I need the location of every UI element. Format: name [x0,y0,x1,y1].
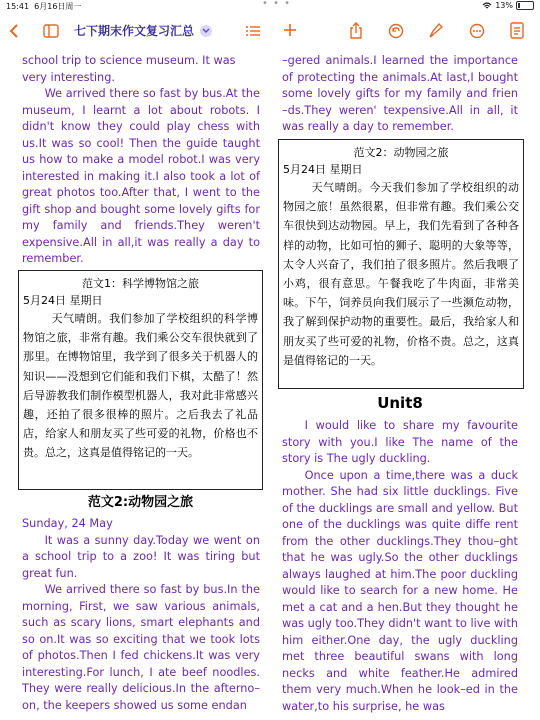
compose-icon[interactable] [510,22,524,39]
text-line: school trip to science museum. It was [22,54,236,67]
text-line: very interesting. [22,70,115,84]
pen-icon[interactable] [428,22,444,39]
share-icon[interactable] [349,22,363,39]
battery-icon [516,1,534,10]
paragraph: Once upon a time,there was a duck mother. She had six little ducklings. Five of the ducklings are small and yellow. But one of the ducklings was quite diffe rent from the other ducklings.They thou–ght that he was ugly.So the other ducklings always laughed at him.The poor duckling would like to search for a new home. He met a cat and a hen.But they thought he was ugly too.They didn't want to live with him either.One day, the ugly duckling met three beautiful swans with long necks and white feather.He admired them very much.When he look–ed in the water,to his surprise, he was [282,468,518,713]
paragraph: It was a sunny day.Today we went on a school trip to a zoo! It was tiring but great fun. [22,533,260,580]
document-title-group[interactable] [74,22,212,39]
box-date: 5月24日 星期日 [283,163,363,176]
more-icon[interactable] [469,23,485,39]
box-body: 天气晴朗。我们参加了学校组织的科学博物馆之旅，非常有趣。我们乘公交车很快就到了那里。在博物馆里，我学到了很多关于机器人的知识——没想到它们能和我们下棋，太酷了！然后导游教我们制作模型机器人，我对此非常感兴趣，还拍了很多很棒的照片。之后我去了礼品店，给家人和朋友买了些可爱的礼物，价格也不贵。总之，这真是值得铭记的一天。 [23,312,258,460]
status-right [482,1,534,10]
box-title: 范文1：科学博物馆之旅 [82,277,199,290]
sidebar-icon[interactable] [43,24,59,38]
undo-icon[interactable] [388,23,404,39]
multitask-dots[interactable]: • • • [262,0,292,9]
left-column-top [22,53,260,268]
document-title: 七下期末作文复习汇总 [74,24,195,38]
right-column-top [282,53,518,136]
box-body: 天气晴朗。今天我们参加了学校组织的动物园之旅！虽然很累，但非常有趣。我们乘公交车很快到达动物园。早上，我们先看到了各种各样的动物，比如可怕的狮子、聪明的大象等等，太令人兴奋了，我们拍了很多照片。然后我喂了小鸡，很有意思。午餐我吃了牛肉面，非常美味。下午，饲养员向我们展示了一些濒危动物，我了解到保护动物的重要性。最后，我给家人和朋友买了些可爱的礼物，价格不贵。总之，这真是值得铭记的一天。 [283,181,519,367]
right-column-bottom [282,418,518,715]
essay-heading: 范文2:动物园之旅 [87,495,194,510]
add-icon[interactable] [283,23,297,37]
left-column-bottom [22,516,260,714]
translation-box [18,270,263,490]
status-bar [0,0,540,14]
paragraph: We arrived there so fast by bus.At the museum, I learnt a lot about robots. I didn't know they could play chess with us.It was so cool! Then the guide taught us how to make a model robot.I was very interested in making it.I also took a lot of great photos too.After that, I went to the gift shop and bought some lovely gifts for my family and friends.They weren't expensive.All in all,it was really a day to remember. [22,87,260,265]
box-date: 5月24日 星期日 [23,294,103,307]
paragraph: I would like to share my favourite story with you.I like The name of the story is The ugly duckling. [282,419,518,465]
battery-percent: 13% [495,1,513,10]
wifi-icon [482,2,492,10]
date-line: Sunday, 24 May [22,517,113,530]
paragraph: We arrived there so fast by bus.In the morning, First, we saw various animals, such as scary lions, smart elephants and so on.It was so exciting that we took lots of photos.Then I fed chickens.It was very interesting.For lunch, I ate beef noodles. They were really delicious.In the afterno–on, the keepers showed us some endan [22,583,260,712]
status-time: 15:41 6月16日周一 [6,2,82,11]
chevron-down-icon[interactable] [200,25,212,37]
unit-heading: Unit8 [377,394,423,412]
back-chevron-icon[interactable] [8,23,20,39]
translation-box [278,139,524,389]
box-title: 范文2：动物园之旅 [353,146,449,159]
list-icon[interactable] [245,25,261,37]
paragraph: –gered animals.I learned the importance of protecting the animals.At last,I bought some lovely gifts for my family and frien –ds.They weren' texpensive.All in all, it was really a day to remember. [282,54,518,133]
